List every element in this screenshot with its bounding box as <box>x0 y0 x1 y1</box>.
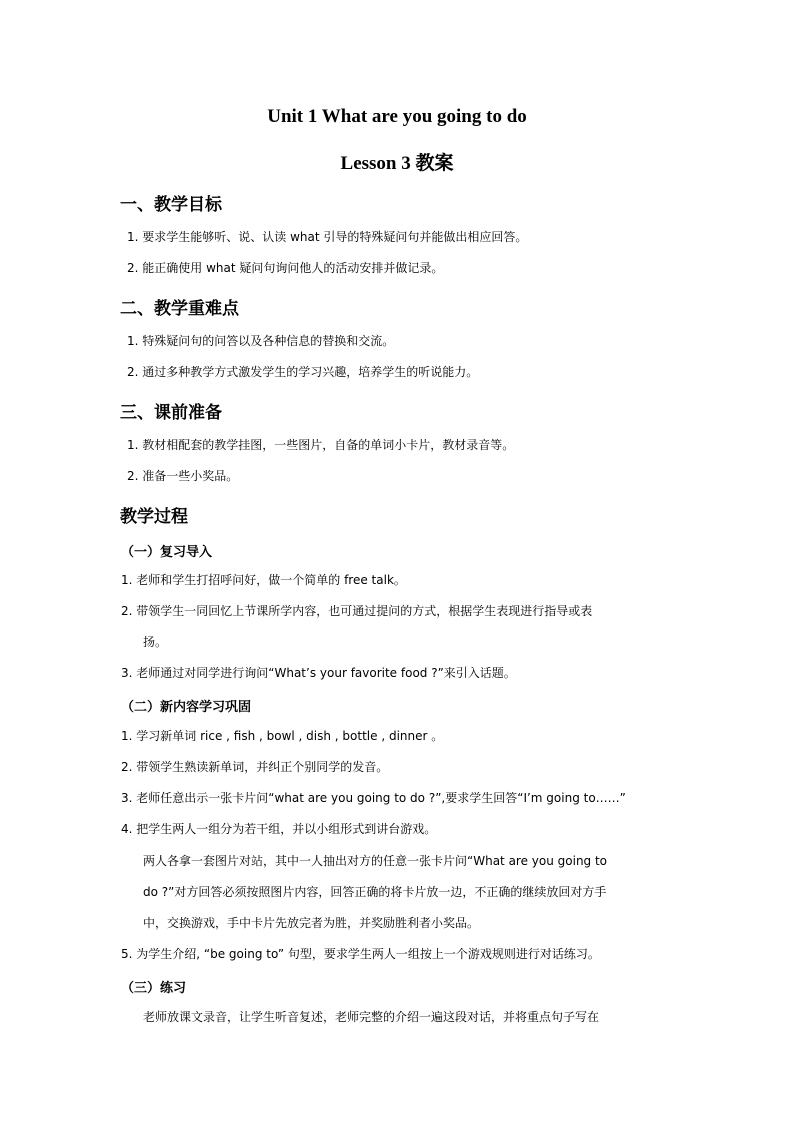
subsection-heading-practice: （三）练习 <box>121 981 187 996</box>
new-content-item: 3. 老师任意出示一张卡片问“what are you going to do ?”,要求学生回答“I’m going to……” <box>121 791 626 805</box>
objective-item: 2. 能正确使用 what 疑问句询问他人的活动安排并做记录。 <box>127 261 444 275</box>
section-heading-objectives: 一、教学目标 <box>120 195 222 215</box>
review-item: 3. 老师通过对同学进行询问“What’s your favorite food ?”来引入话题。 <box>121 666 516 680</box>
practice-line: 老师放课文录音，让学生听音复述，老师完整的介绍一遍这段对话，并将重点句子写在 <box>143 1010 600 1024</box>
section-heading-preparation: 三、课前准备 <box>120 403 222 423</box>
preparation-item: 2. 准备一些小奖品。 <box>127 469 239 483</box>
doc-subtitle: Lesson 3 教案 <box>340 153 454 174</box>
new-content-item: 4. 把学生两人一组分为若干组，并以小组形式到讲台游戏。 <box>121 822 437 836</box>
new-content-item: 1. 学习新单词 rice , fish , bowl , dish , bottle , dinner 。 <box>121 729 444 743</box>
objective-item: 1. 要求学生能够听、说、认读 what 引导的特殊疑问句并能做出相应回答。 <box>127 230 528 244</box>
game-description-line: 中，交换游戏，手中卡片先放完者为胜，并奖励胜利者小奖品。 <box>143 916 480 930</box>
game-description-line: 两人各拿一套图片对站，其中一人抽出对方的任意一张卡片问“What are you going to <box>143 854 608 868</box>
subsection-heading-review: （一）复习导入 <box>121 545 213 560</box>
doc-title: Unit 1 What are you going to do <box>267 106 527 127</box>
key-point-item: 2. 通过多种教学方式激发学生的学习兴趣，培养学生的听说能力。 <box>127 365 479 379</box>
new-content-item: 2. 带领学生熟读新单词，并纠正个别同学的发音。 <box>121 760 389 774</box>
review-item: 2. 带领学生一同回忆上节课所学内容，也可通过提问的方式，根据学生表现进行指导或表 <box>121 604 593 618</box>
subsection-heading-new-content: （二）新内容学习巩固 <box>121 700 252 715</box>
key-point-item: 1. 特殊疑问句的问答以及各种信息的替换和交流。 <box>127 334 395 348</box>
review-item-continuation: 扬。 <box>143 635 168 649</box>
preparation-item: 1. 教材相配套的教学挂图，一些图片，自备的单词小卡片，教材录音等。 <box>127 438 515 452</box>
section-heading-process: 教学过程 <box>120 507 188 527</box>
new-content-item: 5. 为学生介绍, “be going to” 句型，要求学生两人一组按上一个游戏规则进行对话练习。 <box>121 947 600 961</box>
review-item: 1. 老师和学生打招呼问好，做一个简单的 free talk。 <box>121 573 406 587</box>
game-description-line: do ?”对方回答必须按照图片内容，回答正确的将卡片放一边，不正确的继续放回对方手 <box>143 885 607 899</box>
section-heading-key-points: 二、教学重难点 <box>120 299 239 319</box>
